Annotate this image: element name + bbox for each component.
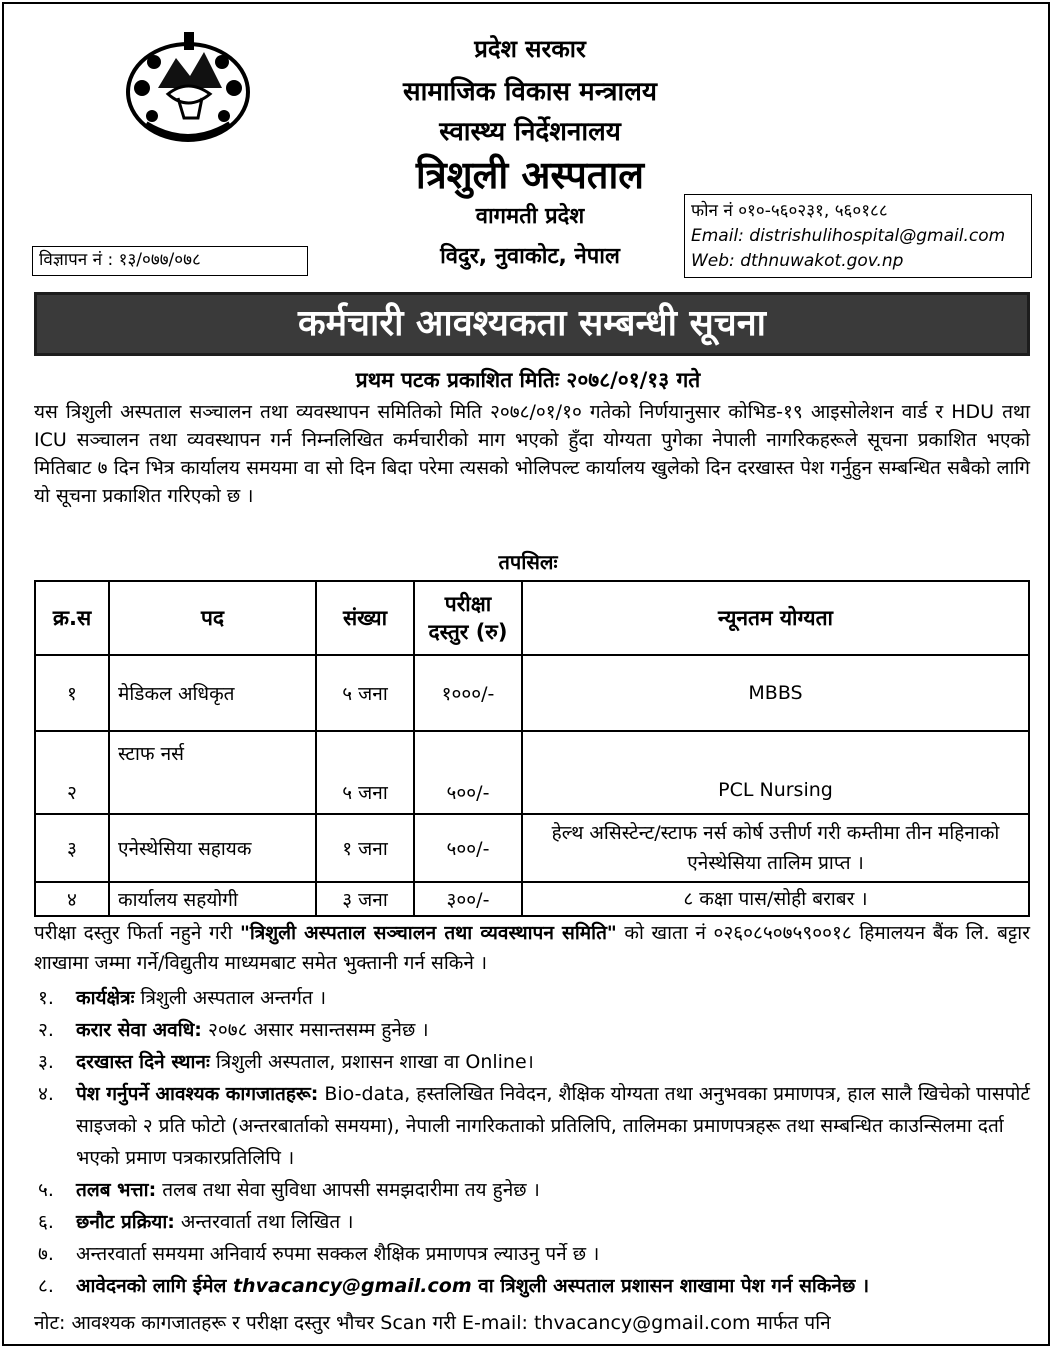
- payment-account-name: "त्रिशुली अस्पताल सञ्चालन तथा व्यवस्थापन समिति": [239, 922, 617, 944]
- nepal-emblem-icon: [118, 28, 258, 150]
- details-heading: तपसिलः: [498, 550, 558, 574]
- notice-number-box: विज्ञापन नं : १३/०७७/०७८: [32, 246, 308, 276]
- vacancy-email-link[interactable]: thvacancy@gmail.com: [232, 1275, 472, 1297]
- payment-text-post: को खाता नं ०२६०८५०७५९००१८ हिमालयन बैंक लि. बट्टार शाखामा जम्मा गर्ने/विद्युतीय माध्यमबाट समेत भुक्तानी गर्न सकिने ।: [34, 922, 1031, 974]
- list-item: [34, 1046, 1030, 1078]
- cell-fee: ५००/-: [414, 731, 522, 814]
- list-item: [34, 1174, 1030, 1206]
- list-item-email: [34, 1270, 1030, 1302]
- list-item: [34, 982, 1030, 1014]
- cell-qualification: ८ कक्षा पास/सोही बराबर ।: [522, 882, 1029, 916]
- header-province: वागमती प्रदेश: [475, 204, 585, 229]
- item-label: दरखास्त दिने स्थानः: [76, 1051, 210, 1073]
- col-fee-line2: दस्तुर (रु): [428, 620, 508, 644]
- item-text: तलब तथा सेवा सुविधा आपसी समझदारीमा तय हुनेछ ।: [156, 1179, 540, 1201]
- cell-post: मेडिकल अधिकृत: [109, 655, 316, 731]
- item-text-post: वा त्रिशुली अस्पताल प्रशासन शाखामा पेश गर्न सकिनेछ ।: [471, 1275, 870, 1297]
- header-directorate: स्वास्थ्य निर्देशनालय: [439, 117, 621, 147]
- cell-qualification: MBBS: [522, 655, 1029, 731]
- cell-sn: ४: [35, 882, 109, 916]
- cell-sn: ३: [35, 814, 109, 882]
- cell-post: स्टाफ नर्स: [109, 731, 316, 814]
- contact-phone: फोन नं ०१०-५६०२३१, ५६०१८८: [691, 201, 888, 221]
- item-text: त्रिशुली अस्पताल, प्रशासन शाखा वा Online।: [209, 1051, 534, 1073]
- cell-sn: १: [35, 655, 109, 731]
- list-item: [34, 1014, 1030, 1046]
- intro-paragraph: यस त्रिशुली अस्पताल सञ्चालन तथा व्यवस्थापन समितिको मिति २०७८/०१/१० गतेको निर्णयानुसार कोभिड-१९ आइसोलेशन वार्ड र HDU तथा ICU सञ्चालन तथा व्यवस्थापन गर्न निम्नलिखित कर्मचारीको माग भएको हुँदा योग्यता पुगेका नेपाली नागरिकहरूले सूचना प्रकाशित भएको मितिबाट ७ दिन भित्र कार्यालय समयमा वा सो दिन बिदा परेमा त्यसको भोलिपल्ट कार्यालय खुलेको दिन दरखास्त पेश गर्नुहुन सम्बन्धित सबैको लागि यो सूचना प्रकाशित गरिएको छ ।: [34, 401, 1030, 507]
- col-post: पद: [109, 581, 316, 655]
- cell-post: एनेस्थेसिया सहायक: [109, 814, 316, 882]
- cell-count: १ जना: [316, 814, 414, 882]
- item-number: १.: [38, 987, 54, 1009]
- header-government: प्रदेश सरकार: [474, 35, 586, 63]
- contact-box: [684, 194, 1032, 278]
- cell-count: ३ जना: [316, 882, 414, 916]
- cell-post: कार्यालय सहयोगी: [109, 882, 316, 916]
- col-fee-line1: परीक्षा: [444, 592, 492, 616]
- table-row: [35, 882, 1029, 916]
- item-text: Bio-data, हस्तलिखित निवेदन, शैक्षिक योग्यता तथा अनुभवका प्रमाणपत्र, हाल सालै खिचेको पासपोर्ट साइजको २ प्रति फोटो (अन्तरबार्ताको समयमा), नेपाली नागरिकताको प्रतिलिपि, तालिमका प्रमाणपत्रहरू तथा सम्बन्धित काउन्सिलमा दर्ता भएको प्रमाण पत्रकारप्रतिलिपि ।: [76, 1083, 1030, 1169]
- item-label: तलब भत्ता:: [76, 1179, 157, 1201]
- cell-fee: ५००/-: [414, 814, 522, 882]
- cell-qualification: PCL Nursing: [522, 731, 1029, 814]
- item-text: अन्तरवार्ता समयमा अनिवार्य रुपमा सक्कल शैक्षिक प्रमाणपत्र ल्याउनु पर्ने छ ।: [76, 1243, 600, 1265]
- item-number: ८.: [38, 1275, 54, 1297]
- item-number: ७.: [38, 1243, 54, 1265]
- cell-sn: २: [35, 731, 109, 814]
- list-item: [34, 1238, 1030, 1270]
- cell-count: ५ जना: [316, 731, 414, 814]
- item-number: ५.: [38, 1179, 54, 1201]
- cell-count: ५ जना: [316, 655, 414, 731]
- payment-text-pre: परीक्षा दस्तुर फिर्ता नहुने गरी: [34, 922, 240, 944]
- col-fee: [414, 581, 522, 655]
- contact-email: Email: distrishulihospital@gmail.com: [691, 226, 1006, 246]
- publication-date: प्रथम पटक प्रकाशित मितिः २०७८/०१/१३ गते: [355, 368, 701, 392]
- table-row: [35, 814, 1029, 882]
- item-number: २.: [38, 1019, 54, 1041]
- table-header-row: [35, 581, 1029, 655]
- vacancy-table: [34, 580, 1030, 917]
- item-label: पेश गर्नुपर्ने आवश्यक कागजातहरू:: [76, 1083, 319, 1105]
- item-label: छनौट प्रक्रिया:: [76, 1211, 175, 1233]
- footer-note: नोट: आवश्यक कागजातहरू र परीक्षा दस्तुर भौचर Scan गरी E-mail: thvacancy@gmail.com मार्फत पनि: [34, 1312, 831, 1334]
- table-row: [35, 731, 1029, 814]
- hospital-name: त्रिशुली अस्पताल: [415, 153, 645, 197]
- item-text: २०७८ असार मसान्तसम्म हुनेछ ।: [201, 1019, 429, 1041]
- header-address: विदुर, नुवाकोट, नेपाल: [440, 244, 620, 269]
- item-label: करार सेवा अवधि:: [76, 1019, 202, 1041]
- col-sn: क्र.स: [35, 581, 109, 655]
- item-text: अन्तरवार्ता तथा लिखित ।: [174, 1211, 354, 1233]
- item-label: कार्यक्षेत्रः: [76, 987, 135, 1009]
- contact-web: Web: dthnuwakot.gov.np: [691, 251, 904, 271]
- item-number: ३.: [38, 1051, 54, 1073]
- cell-fee: १०००/-: [414, 655, 522, 731]
- item-text-pre: आवेदनको लागि ईमेल: [76, 1275, 233, 1297]
- list-item: [34, 1206, 1030, 1238]
- table-row: [35, 655, 1029, 731]
- cell-qualification: हेल्थ असिस्टेन्ट/स्टाफ नर्स कोर्ष उत्तीर्ण गरी कम्तीमा तीन महिनाको एनेस्थेसिया तालिम प्राप्त ।: [522, 814, 1029, 882]
- item-number: ४.: [38, 1083, 54, 1105]
- payment-paragraph: [34, 918, 1030, 978]
- cell-fee: ३००/-: [414, 882, 522, 916]
- col-qualification: न्यूनतम योग्यता: [522, 581, 1029, 655]
- item-number: ६.: [38, 1211, 54, 1233]
- item-text: त्रिशुली अस्पताल अन्तर्गत ।: [134, 987, 327, 1009]
- col-count: संख्या: [316, 581, 414, 655]
- header-ministry: सामाजिक विकास मन्त्रालय: [403, 77, 657, 107]
- notice-title-banner: कर्मचारी आवश्यकता सम्बन्धी सूचना: [34, 292, 1030, 356]
- conditions-list: [34, 982, 1030, 1302]
- list-item: [34, 1078, 1030, 1174]
